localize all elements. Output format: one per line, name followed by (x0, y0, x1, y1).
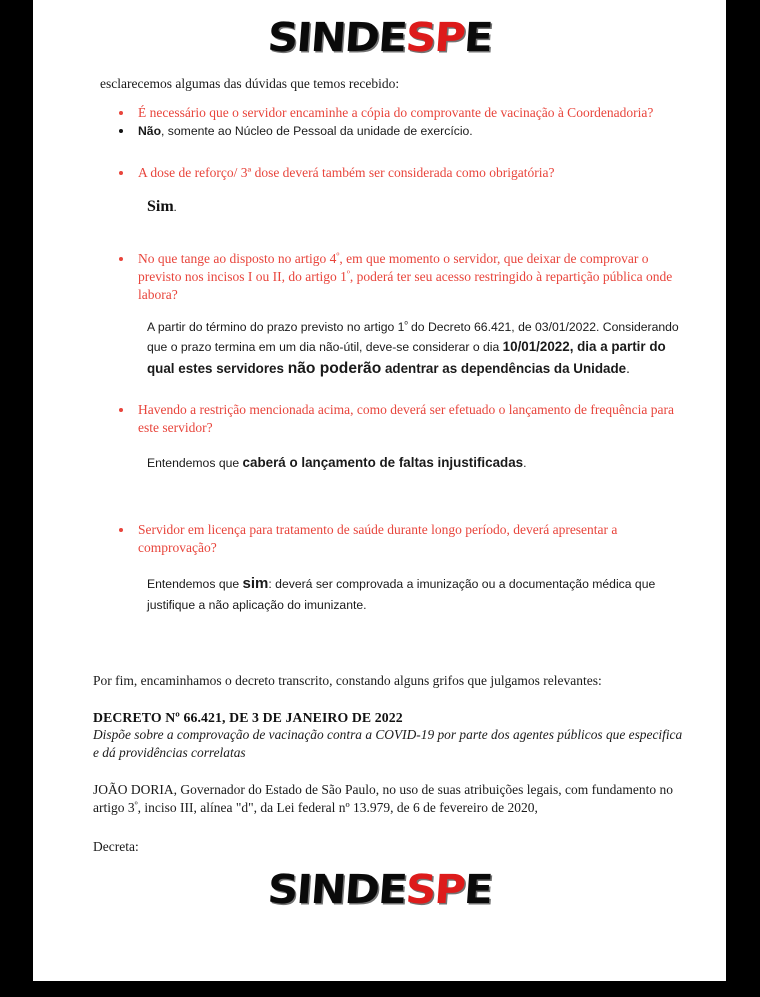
question-item-3 (100, 250, 686, 304)
answer-text-3-p2: do Decreto 66.421, de 03/01/2022. Considerando que o prazo termina em um dia não-útil, deve-se considerar o dia (147, 320, 679, 354)
closing-paragraph: Por fim, encaminhamos o decreto transcrito, constando alguns grifos que julgamos relevantes: (93, 673, 602, 689)
question-text-3 (138, 251, 672, 302)
answer-emphasis-3-b: não poderão (287, 360, 382, 377)
answer-period-2: . (173, 200, 177, 215)
answer-block-2 (100, 198, 686, 216)
sindespe-logo-bottom (265, 866, 494, 913)
answer-block-3 (100, 318, 686, 381)
closing-section (33, 614, 726, 855)
document-body (33, 76, 726, 614)
answer-bold-1: Não (138, 124, 162, 138)
question-item-1 (100, 104, 686, 122)
answer-emphasis-3-c: adentrar as dependências da Unidade (381, 361, 627, 376)
answer-text-3-p1: A partir do término do prazo previsto no artigo 1 (147, 320, 405, 335)
ordinal-superscript-4: º (134, 800, 138, 812)
footer-logo-text-sp: SP (403, 866, 466, 913)
ordinal-superscript-2: º (346, 269, 350, 280)
ordinal-superscript-1: º (336, 251, 340, 262)
logo-text-sp: SP (403, 15, 466, 61)
decree-title: DECRETO Nº 66.421, DE 3 DE JANEIRO DE 2022 (93, 710, 403, 726)
question-text-4: Havendo a restrição mencionada acima, como deverá ser efetuado o lançamento de frequência para este servidor? (138, 401, 674, 435)
question-text-3-p3: , poderá ter seu acesso restringido à repartição pública onde labora? (138, 269, 673, 303)
question-text-1: É necessário que o servidor encaminhe a cópia do comprovante de vacinação à Coordenadoria? (138, 105, 654, 120)
footer-logo-text-sinde: SINDE (265, 866, 408, 913)
question-item-2 (100, 164, 686, 182)
answer-block-4 (100, 453, 686, 473)
question-text-3-p1: No que tange ao disposto no artigo 4 (138, 251, 337, 267)
answer-emphasis-5: sim (242, 575, 269, 593)
answer-text-4-p2: . (523, 455, 527, 470)
answer-text-5-p2: : deverá ser comprovada a imunização ou a documentação médica que justifique a não aplicação do imunizante. (147, 577, 656, 612)
answer-text-2: Sim (147, 198, 174, 216)
qa-list-1 (100, 104, 686, 140)
answer-rest-1: , somente ao Núcleo de Pessoal da unidade de exercício. (161, 124, 473, 138)
ordinal-superscript-3: º (404, 319, 408, 330)
answer-text-4-p1: Entendemos que (147, 455, 243, 470)
qa-list-5 (100, 521, 686, 557)
answer-text-5-p1: Entendemos que (147, 577, 243, 592)
sindespe-logo-top (265, 15, 494, 61)
answer-emphasis-3-a: 10/01/2022, dia a partir do qual estes servidores (147, 338, 666, 376)
question-text-3-p2: , em que momento o servidor, que deixar de comprovar o previsto nos incisos I ou II, do artigo 1 (138, 251, 649, 285)
document-page (33, 0, 726, 981)
question-text-5: Servidor em licença para tratamento de saúde durante longo período, deverá apresentar a comprovação? (138, 522, 618, 556)
qa-list-4 (100, 401, 686, 437)
answer-text-1 (138, 124, 473, 138)
decreta-label: Decreta: (93, 838, 139, 854)
answer-item-1 (100, 122, 686, 140)
answer-block-5 (100, 573, 686, 614)
answer-text-3-end: . (626, 361, 630, 376)
decree-subtitle: Dispõe sobre a comprovação de vacinação contra a COVID-19 por parte dos agentes públicos que especifica e dá providências correlatas (93, 727, 683, 760)
intro-paragraph: esclarecemos algumas das dúvidas que temos recebido: (100, 76, 400, 91)
qa-list-2 (100, 164, 686, 182)
logo-text-sinde: SINDE (265, 15, 408, 61)
qa-list-3 (100, 250, 686, 304)
decree-body-p2: , inciso III, alínea "d", da Lei federal nº 13.979, de 6 de fevereiro de 2020, (137, 800, 538, 816)
logo-text-e: E (462, 15, 494, 61)
footer-logo-container (33, 866, 726, 913)
decree-body-paragraph (93, 781, 686, 817)
answer-emphasis-4: caberá o lançamento de faltas injustificadas (242, 454, 524, 470)
header-logo-container (33, 15, 726, 61)
question-item-4 (100, 401, 686, 437)
question-item-5 (100, 521, 686, 557)
decree-body-p1: JOÃO DORIA, Governador do Estado de São Paulo, no uso de suas atribuições legais, com fundamento no artigo 3 (93, 782, 674, 816)
question-text-2: A dose de reforço/ 3ª dose deverá também ser considerada como obrigatória? (138, 165, 555, 181)
footer-logo-text-e: E (462, 866, 494, 913)
